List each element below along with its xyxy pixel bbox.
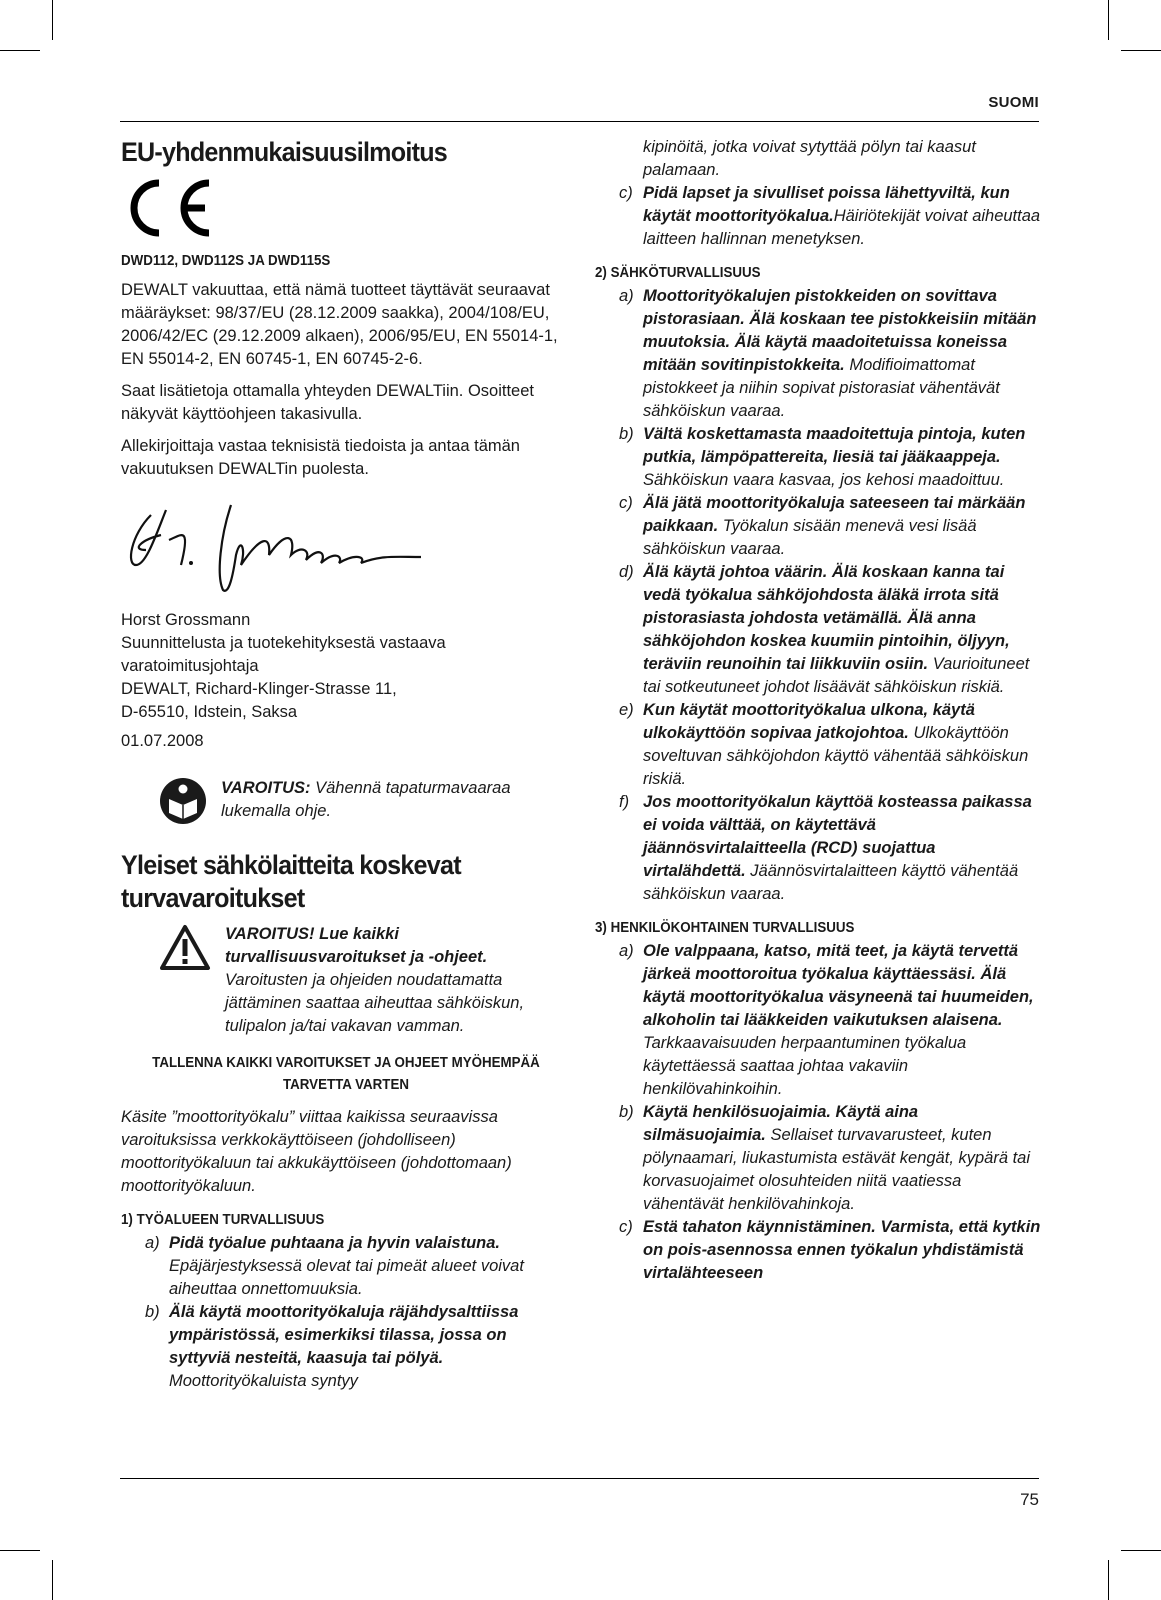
intro-text: Käsite ”moottorityökalu” viittaa kaikissa seuraavissa varoituksissa verkkokäyttöiseen (johdolliseen) moottorityökaluun tai akkukäyttöiseen (johdottomaan) moottorityökaluun. <box>121 1108 512 1195</box>
signer-address: D-65510, Idstein, Saksa <box>121 703 298 721</box>
section-heading: 1) TYÖALUEEN TURVALLISUUS <box>121 1212 325 1228</box>
safety-warning-bold: VAROITUS! Lue kaikki turvallisuusvaroitukset ja -ohjeet. <box>225 925 488 966</box>
ce-mark-icon <box>121 177 217 239</box>
manual-warning <box>159 777 571 825</box>
header-rule <box>120 121 1039 122</box>
crop-mark <box>1121 1550 1161 1551</box>
list-item: c) Älä jätä moottorityökaluja sateeseen tai märkään paikkaan. Työkalun sisään menevä vesi lisää sähköiskun vaaraa. <box>619 494 1026 558</box>
safety-title: Yleiset sähkölaitteita koskevat turvavaroitukset <box>121 850 461 913</box>
right-column <box>595 136 1041 1285</box>
section-heading: 2) SÄHKÖTURVALLISUUS <box>595 265 761 281</box>
crop-mark <box>1108 0 1109 40</box>
warning-triangle-icon <box>159 923 211 971</box>
model-numbers: DWD112, DWD112S JA DWD115S <box>121 253 331 269</box>
list-item: c) Pidä lapset ja sivulliset poissa lähettyviltä, kun käytät moottorityökalua.Häiriötekijät voivat aiheuttaa laitteen hallinnan menetyksen. <box>619 184 1041 248</box>
crop-mark <box>52 1560 53 1600</box>
page-number: 75 <box>1020 1490 1039 1509</box>
crop-mark <box>52 0 53 40</box>
crop-mark <box>1121 50 1161 51</box>
list-item: a) Ole valppaana, katso, mitä teet, ja käytä tervettä järkeä moottoroitua työkalua käyttäessäsi. Älä käytä moottorityökalua väsyneenä tai huumeiden, alkoholin tai lääkkeiden vaikutuksen alaisena. Tarkkaavaisuuden herpaantuminen työkalua käytettäessä saattaa johtaa vakaviin henkilövahinkoihin. <box>619 942 1034 1098</box>
section-heading: 3) HENKILÖKOHTAINEN TURVALLISUUS <box>595 920 855 936</box>
continuation-text: kipinöitä, jotka voivat sytyttää pölyn tai kaasut palamaan. <box>643 138 976 179</box>
safety-warning <box>159 923 571 1038</box>
safety-warning-text: Varoitusten ja ohjeiden noudattamatta jättäminen saattaa aiheuttaa sähköiskun, tulipalon ja/tai vakavan vamman. <box>225 971 525 1035</box>
language-label: SUOMI <box>988 94 1039 111</box>
list-item: b) Älä käytä moottorityökaluja räjähdysalttiissa ympäristössä, esimerkiksi tilassa, jossa on syttyviä nesteitä, kaasuja tai pölyä. Moottorityökaluista syntyy <box>145 1303 519 1390</box>
list-item: e) Kun käytät moottorityökalua ulkona, käytä ulkokäyttöön sopivaa jatkojohtoa. Ulkokäyttöön soveltuvan sähköjohdon käyttö vähentää sähköiskun riskiä. <box>619 701 1029 788</box>
list-item: b) Vältä koskettamasta maadoitettuja pintoja, kuten putkia, lämpöpattereita, liesiä tai jääkaappeja. Sähköiskun vaara kasvaa, jos kehosi maadoittuu. <box>619 425 1026 489</box>
list-item: d) Älä käytä johtoa väärin. Älä koskaan kanna tai vedä työkalua sähköjohdosta äläkä irrota sitä pistorasiasta johdosta vetämällä. Älä anna sähköjohdon koskea kuumiin pintoihin, öljyyn, teräviin reunoihin tai liikkuviin osiin. Vaurioituneet tai sotkeutuneet johdot lisäävät sähköiskun riskiä. <box>619 563 1030 696</box>
crop-mark <box>0 50 40 51</box>
signer-title: varatoimitusjohtaja <box>121 657 259 675</box>
warning-label: VAROITUS: <box>221 779 311 797</box>
crop-mark <box>1108 1560 1109 1600</box>
list-item: f) Jos moottorityökalun käyttöä kosteassa paikassa ei voida välttää, on käytettävä jäännösvirtalaitteella (RCD) suojattua virtalähdettä. Jäännösvirtalaitteen käyttö vähentää sähköiskun vaaraa. <box>619 793 1032 903</box>
footer-rule <box>120 1478 1039 1479</box>
declaration-text: DEWALT vakuuttaa, että nämä tuotteet täyttävät seuraavat määräykset: 98/37/EU (28.12.2009 saakka), 2004/108/EU, 2006/42/EC (29.12.2009 alkaen), 2006/95/EU, EN 55014-1, EN 55014-2, EN 60745-1, EN 60745-2-6. <box>121 281 558 368</box>
list-item: a) Pidä työalue puhtaana ja hyvin valaistuna. Epäjärjestyksessä olevat tai pimeät alueet voivat aiheuttaa onnettomuuksia. <box>145 1234 524 1298</box>
warning-text: Vähennä tapaturmavaaraa lukemalla ohje. <box>221 779 511 820</box>
declaration-title: EU-yhdenmukaisuusilmoitus <box>121 137 448 167</box>
crop-mark <box>0 1550 40 1551</box>
signer-address: DEWALT, Richard-Klinger-Strasse 11, <box>121 680 397 698</box>
list-item: c) Estä tahaton käynnistäminen. Varmista, että kytkin on pois-asennossa ennen työkalun yhdistämistä virtalähteeseen <box>619 1218 1041 1282</box>
list-item: b) Käytä henkilösuojaimia. Käytä aina silmäsuojaimia. Sellaiset turvavarusteet, kuten pölynaamari, liukastumista estävät kengät, kypärä tai korvasuojaimet olosuhteiden niitä vaatiessa vähentävät henkilövahinkoja. <box>619 1103 1031 1213</box>
read-manual-icon <box>159 777 207 825</box>
signatory-text: Allekirjoittaja vastaa teknisistä tiedoista ja antaa tämän vakuutuksen DEWALTin puolesta. <box>121 437 520 478</box>
signer-title: Suunnittelusta ja tuotekehityksestä vastaava <box>121 634 446 652</box>
left-column <box>121 136 571 1393</box>
save-notice: TALLENNA KAIKKI VAROITUKSET JA OHJEET MYÖHEMPÄÄ TARVETTA VARTEN <box>152 1055 540 1093</box>
list-item: a) Moottorityökalujen pistokkeiden on sovittava pistorasiaan. Älä koskaan tee pistokkeisiin mitään muutoksia. Älä käytä maadoitetuissa koneissa mitään sovitinpistokkeita. Modifioimattomat pistokkeet ja niihin sopivat pistorasiat vähentävät sähköiskun vaaraa. <box>619 287 1037 420</box>
contact-text: Saat lisätietoja ottamalla yhteyden DEWALTiin. Osoitteet näkyvät käyttöohjeen takasivulla. <box>121 382 534 423</box>
signature <box>121 495 431 595</box>
signer-name: Horst Grossmann <box>121 611 251 629</box>
declaration-date: 01.07.2008 <box>121 732 204 750</box>
